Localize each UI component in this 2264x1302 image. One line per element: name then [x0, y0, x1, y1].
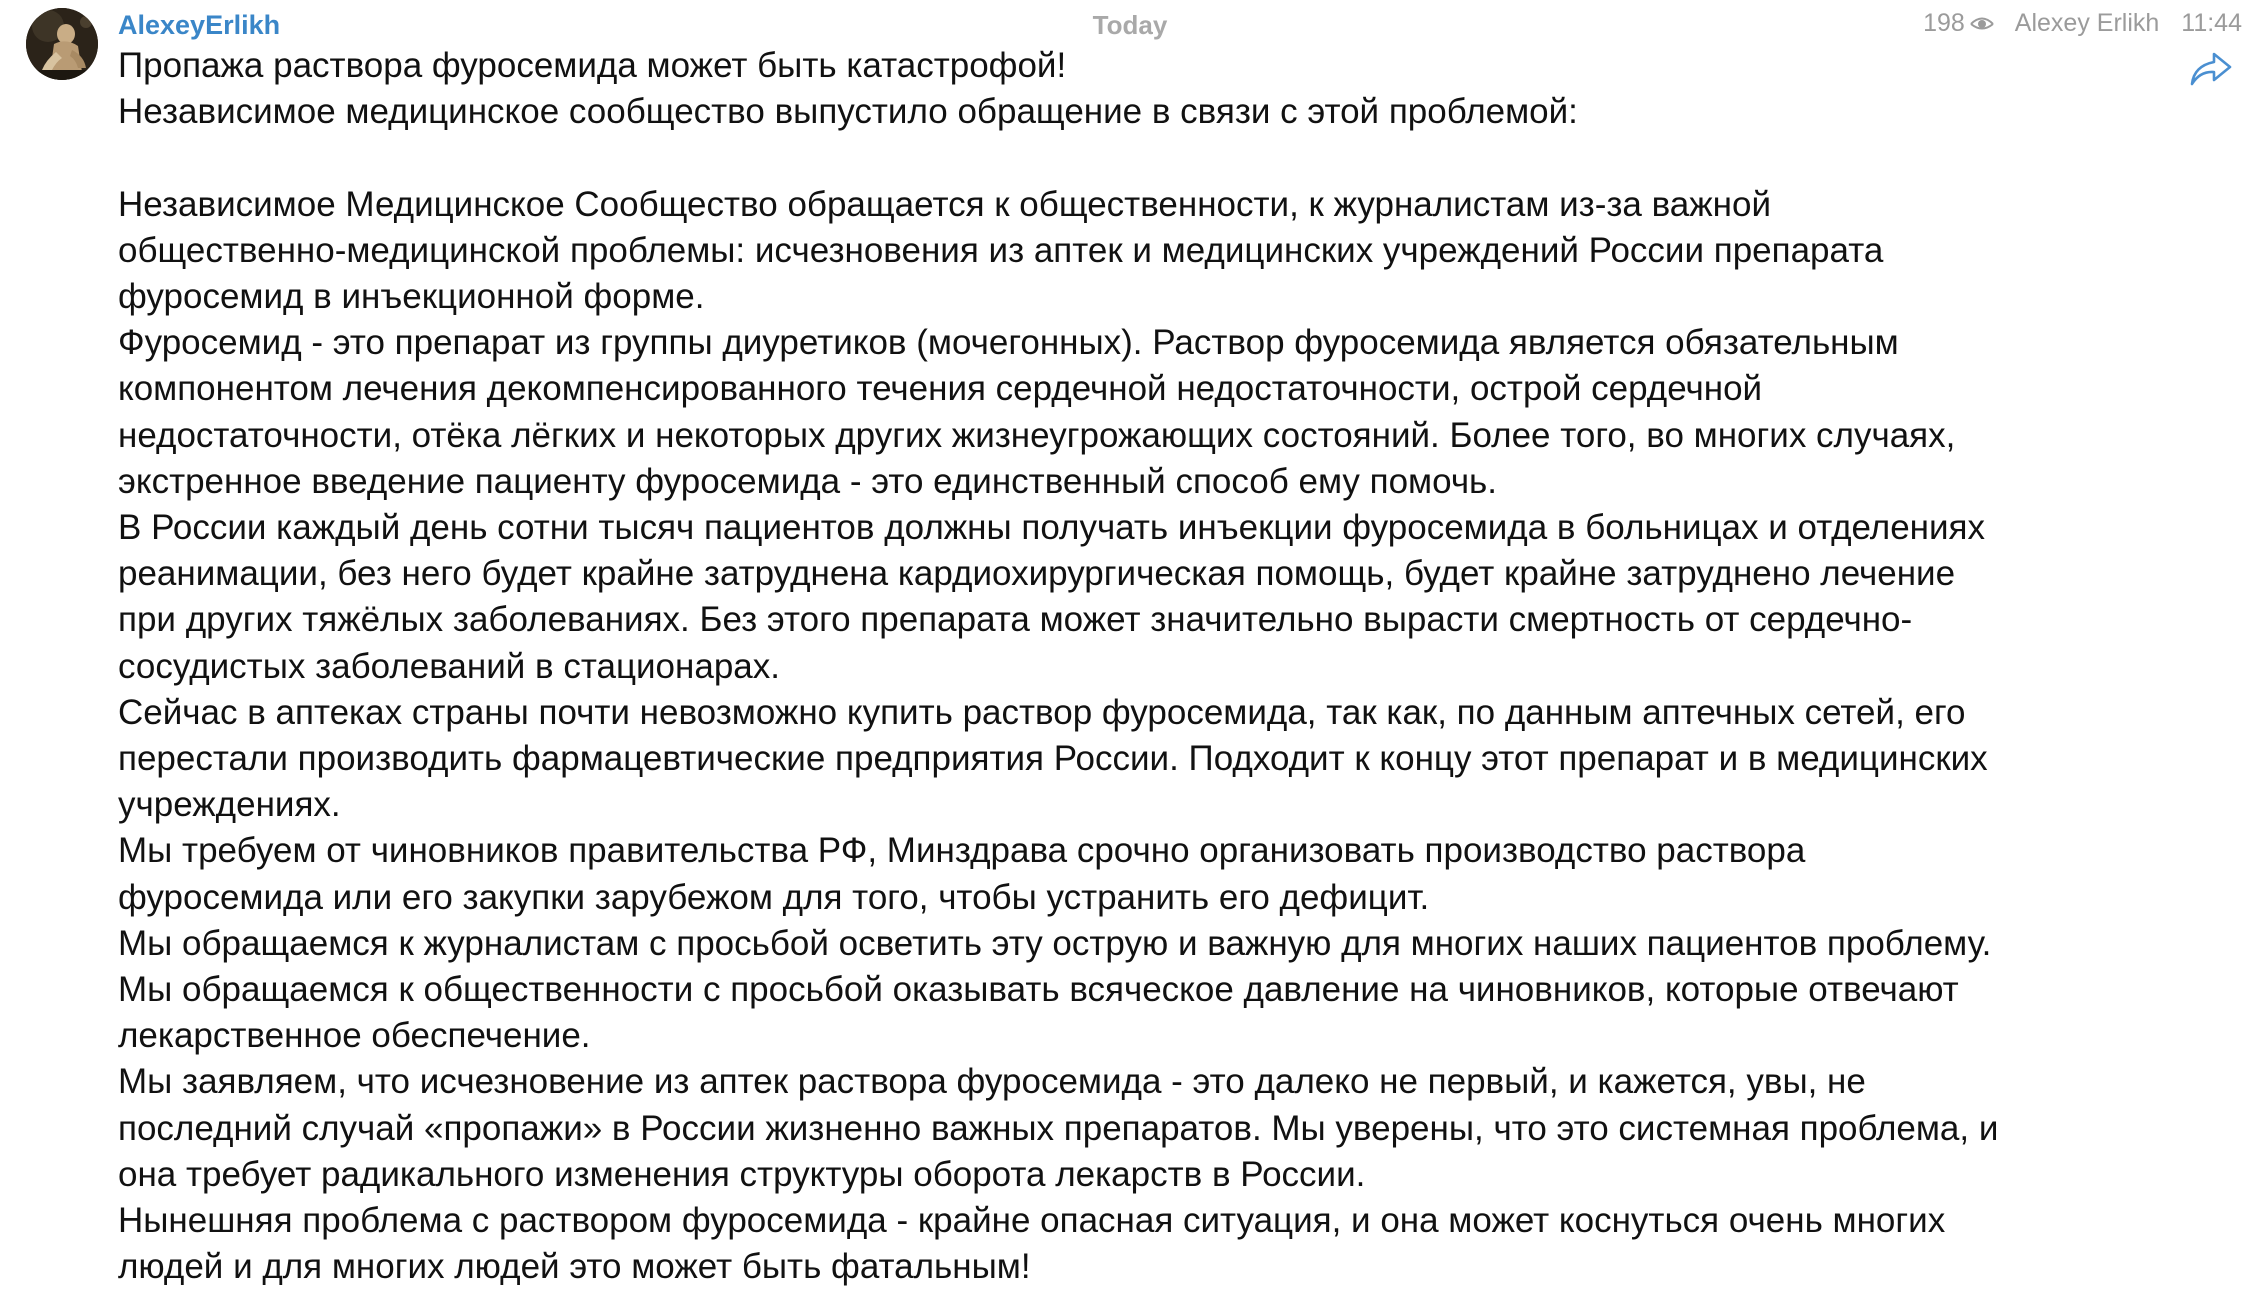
message-time: 11:44 — [2181, 9, 2242, 37]
text-line: фуросемид в инъекционной форме. — [118, 277, 705, 316]
text-line: Независимое Медицинское Сообщество обращается к общественности, к журналистам из-за важной — [118, 184, 1772, 224]
text-line: Мы требуем от чиновников правительства РФ, Минздрава срочно организовать производство раствора — [118, 831, 1806, 871]
eye-icon — [1969, 12, 1995, 34]
text-line: Независимое медицинское сообщество выпустило обращение в связи с этой проблемой: — [118, 92, 1578, 132]
text-line: людей и для многих людей это может быть фатальным! — [118, 1247, 1031, 1287]
share-icon — [2188, 48, 2234, 88]
post-signature: Alexey Erlikh — [2014, 9, 2160, 37]
text-line: экстренное введение пациенту фуросемида - это единственный способ ему помочь. — [118, 461, 1498, 501]
text-line: она требует радикального изменения структуры оборота лекарств в России. — [118, 1154, 1366, 1194]
text-line: Фуросемид - это препарат из группы диуретиков (мочегонных). Раствор фуросемида является обязательным — [118, 323, 1899, 363]
text-line: фуросемида или его закупки зарубежом для того, чтобы устранить его дефицит. — [118, 877, 1430, 917]
text-line: перестали производить фармацевтические предприятия России. Подходит к концу этот препарат и в медицинских — [118, 739, 1988, 779]
text-line: сосудистых заболеваний в стационарах. — [118, 646, 780, 686]
text-line: общественно-медицинской проблемы: исчезновения из аптек и медицинских учреждений России препарата — [118, 230, 1884, 270]
avatar[interactable] — [26, 8, 98, 80]
text-line: В России каждый день сотни тысяч пациентов должны получать инъекции фуросемида в больницах и отделениях — [118, 508, 1986, 548]
text-line: компонентом лечения декомпенсированного течения сердечной недостаточности, острой сердечной — [118, 369, 1763, 409]
text-line: при других тяжёлых заболеваниях. Без этого препарата может значительно вырасти смертность от сердечно- — [118, 600, 1913, 640]
date-divider: Today — [1092, 10, 1168, 40]
text-line: учреждениях. — [118, 785, 341, 825]
text-line: Нынешняя проблема с раствором фуросемида - крайне опасная ситуация, и она может коснуться очень многих — [118, 1201, 1946, 1241]
text-line: Мы заявляем, что исчезновение из аптек раствора фуросемида - это далеко не первый, и кажется, увы, не — [118, 1062, 1866, 1102]
blank-line — [118, 135, 2148, 181]
text-line: последний случай «пропажи» в России жизненно важных препаратов. Мы уверены, что это системная проблема, и — [118, 1108, 1999, 1148]
text-line: недостаточности, отёка лёгких и некоторых других жизнеугрожающих состояний. Более того, во многих случаях, — [118, 415, 1956, 455]
text-line: Пропажа раствора фуросемида может быть катастрофой! — [118, 46, 1067, 85]
author-name[interactable]: AlexeyErlikh — [118, 10, 281, 40]
message-text — [118, 43, 2148, 1290]
view-count: 198 — [1923, 9, 1965, 37]
share-button[interactable] — [2188, 48, 2234, 88]
message-meta — [1923, 6, 2242, 40]
text-line: Сейчас в аптеках страны почти невозможно купить раствор фуросемида, так как, по данным аптечных сетей, его — [118, 692, 1966, 732]
text-line: Мы обращаемся к журналистам с просьбой осветить эту острую и важную для многих наших пациентов проблему. — [118, 923, 1992, 963]
text-line: Мы обращаемся к общественности с просьбой оказывать всяческое давление на чиновников, которые отвечают — [118, 970, 1959, 1010]
text-line: реанимации, без него будет крайне затруднена кардиохирургическая помощь, будет крайне затруднено лечение — [118, 554, 1956, 594]
avatar-image — [26, 8, 98, 80]
text-line: лекарственное обеспечение. — [118, 1016, 591, 1056]
